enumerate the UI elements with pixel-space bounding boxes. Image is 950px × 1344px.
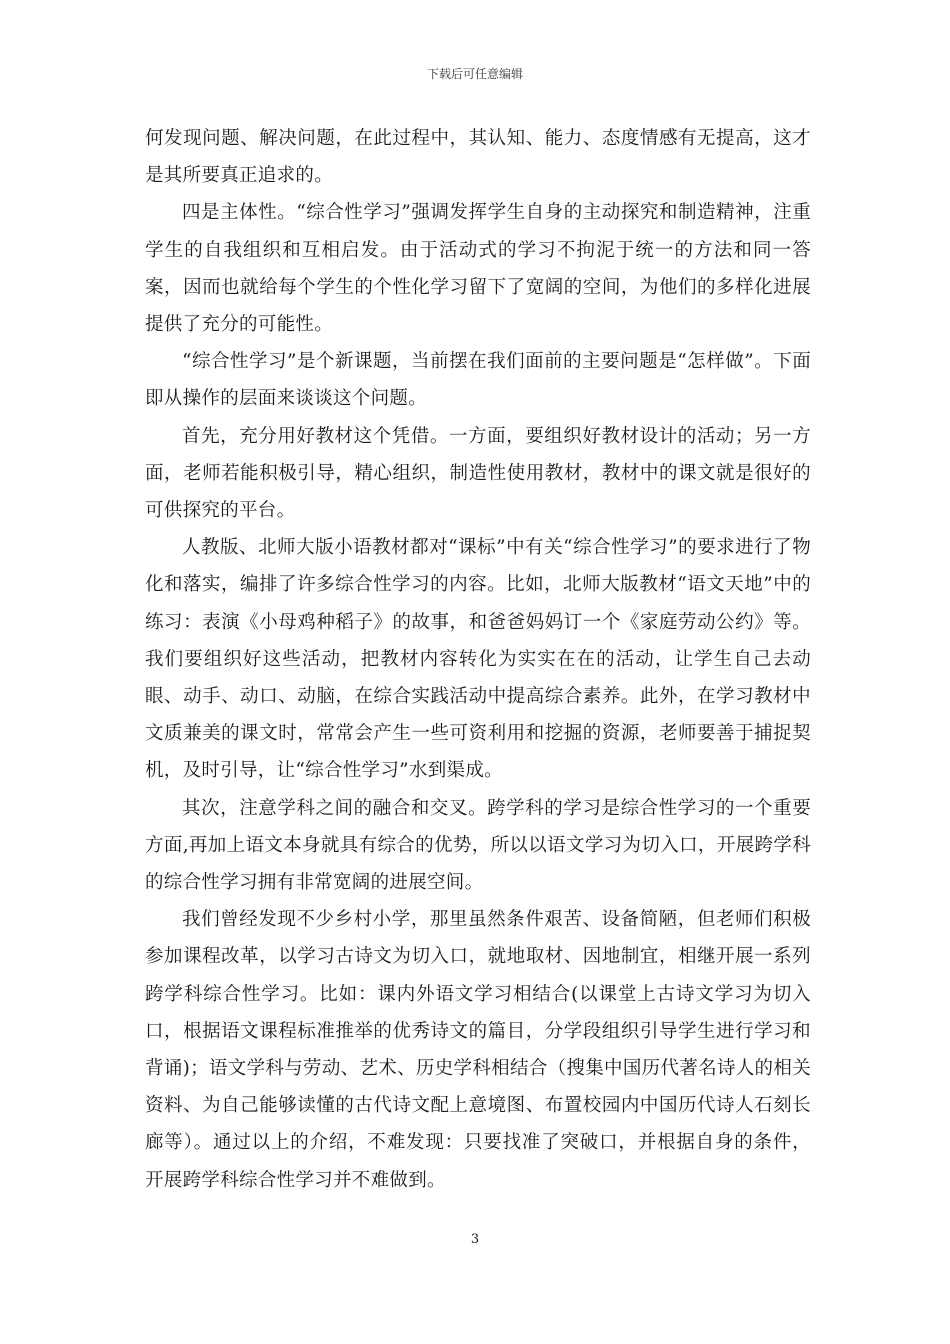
paragraph-2: 四是主体性。“综合性学习”强调发挥学生自身的主动探究和制造精神，注重学生的自我组织和互相启发。由于活动式的学习不拘泥于统一的方法和同一答案，因而也就给每个学生的个性化学习留下了宽阔的空间，为他们的多样化进展提供了充分的可能性。 (145, 202, 811, 336)
paragraph-5: 人教版、北师大版小语教材都对“课标”中有关“综合性学习”的要求进行了物化和落实，编排了许多综合性学习的内容。比如，北师大版教材“语文天地”中的练习：表演《小母鸡种稻子》的故事，和爸爸妈妈订一个《家庭劳动公约》等。我们要组织好这些活动，把教材内容转化为实实在在的活动，让学生自己去动眼、动手、动口、动脑，在综合实践活动中提高综合素养。此外，在学习教材中文质兼美的课文时，常常会产生一些可资利用和挖掘的资源，老师要善于捕捉契机，及时引导，让“综合性学习”水到渠成。 (145, 537, 811, 782)
document-body (145, 120, 811, 1199)
paragraph-7: 我们曾经发现不少乡村小学，那里虽然条件艰苦、设备简陋，但老师们积极参加课程改革，以学习古诗文为切入口，就地取材、因地制宜，相继开展一系列跨学科综合性学习。比如：课内外语文学习相结合(以课堂上古诗文学习为切入口，根据语文课程标准推举的优秀诗文的篇目，分学段组织引导学生进行学习和背诵)；语文学科与劳动、艺术、历史学科相结合（搜集中国历代著名诗人的相关资料、为自己能够读懂的古代诗文配上意境图、布置校园内中国历代诗人石刻长廊等）。通过以上的介绍，不难发现：只要找准了突破口，并根据自身的条件，开展跨学科综合性学习并不难做到。 (145, 909, 811, 1191)
page-header: 下载后可任意编辑 (426, 67, 523, 81)
paragraph-4: 首先，充分用好教材这个凭借。一方面，要组织好教材设计的活动；另一方面，老师若能积极引导，精心组织，制造性使用教材，教材中的课文就是很好的可供探究的平台。 (145, 425, 811, 522)
paragraph-3: “综合性学习”是个新课题，当前摆在我们面前的主要问题是“怎样做”。下面即从操作的层面来谈谈这个问题。 (145, 351, 811, 410)
paragraph-6: 其次，注意学科之间的融合和交叉。跨学科的学习是综合性学习的一个重要方面,再加上语文本身就具有综合的优势，所以以语文学习为切入口，开展跨学科的综合性学习拥有非常宽阔的进展空间。 (145, 797, 811, 894)
page-number: 3 (470, 1232, 480, 1247)
paragraph-1: 何发现问题、解决问题，在此过程中，其认知、能力、态度情感有无提高，这才是其所要真正追求的。 (145, 128, 811, 187)
